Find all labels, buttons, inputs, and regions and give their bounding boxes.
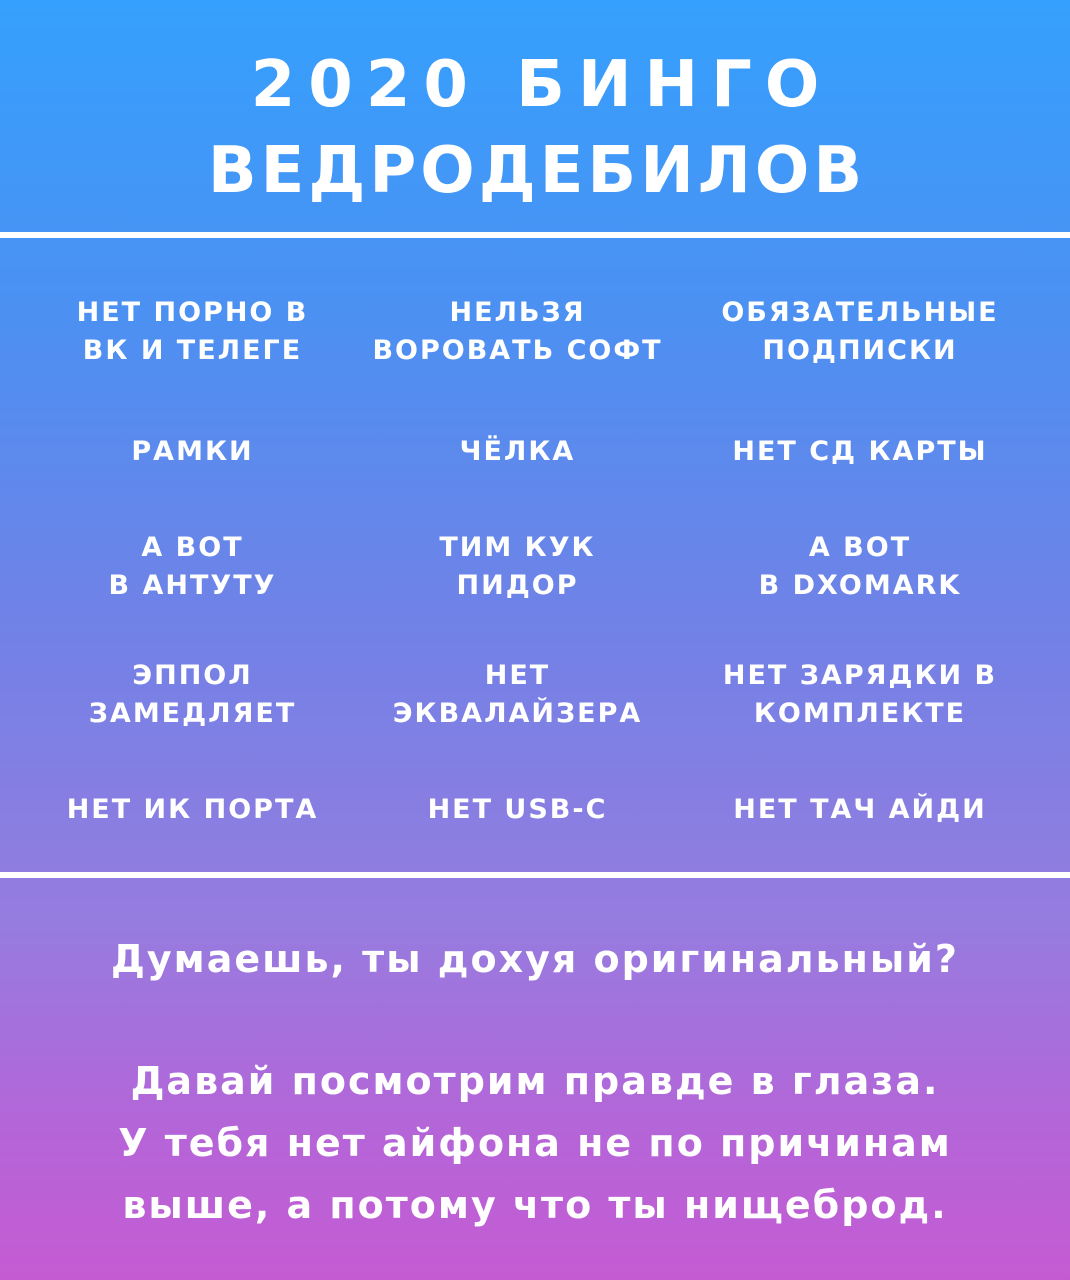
answer-line-2: У тебя нет айфона не по причинам [118,1121,952,1165]
bingo-cell: ЧЁЛКА [459,436,576,467]
title-line-1: 2020 БИНГО [250,48,833,122]
bingo-cell: НЕТ ЭКВАЛАЙЗЕРА [392,659,643,729]
title-line-2: ВЕДРОДЕБИЛОВ [207,134,867,208]
bingo-cell: НЕТ ЗАРЯДКИ В КОМПЛЕКТЕ [722,659,998,729]
bingo-cell: А ВОТ В DXOMARK [758,532,962,601]
bingo-cell: НЕТ ТАЧ АЙДИ [733,793,987,825]
bingo-cell: НЕТ USB-C [427,793,608,825]
bingo-cell: НЕТ ИК ПОРТА [66,793,319,825]
answer-text [0,1050,1070,1236]
answer-line-1: Давай посмотрим правде в глаза. [130,1059,940,1103]
bingo-cell: НЕТ ПОРНО В ВК И ТЕЛЕГЕ [76,297,309,366]
bingo-grid [30,262,1040,862]
top-divider [0,232,1070,238]
bingo-cell: А ВОТ В АНТУТУ [108,532,277,601]
bingo-cell: РАМКИ [131,436,254,467]
bingo-cell: НЕТ СД КАРТЫ [732,436,988,467]
bingo-cell: ЭППОЛ ЗАМЕДЛЯЕТ [88,659,297,729]
poster-title [0,42,1070,214]
question-text: Думаешь, ты дохуя оригинальный? [111,937,959,981]
answer-line-3: выше, а потому что ты нищеброд. [122,1183,948,1227]
bingo-cell: НЕЛЬЗЯ ВОРОВАТЬ СОФТ [372,297,663,366]
bingo-cell: ОБЯЗАТЕЛЬНЫЕ ПОДПИСКИ [721,297,999,366]
bingo-cell: ТИМ КУК ПИДОР [439,532,596,601]
bottom-divider [0,872,1070,878]
